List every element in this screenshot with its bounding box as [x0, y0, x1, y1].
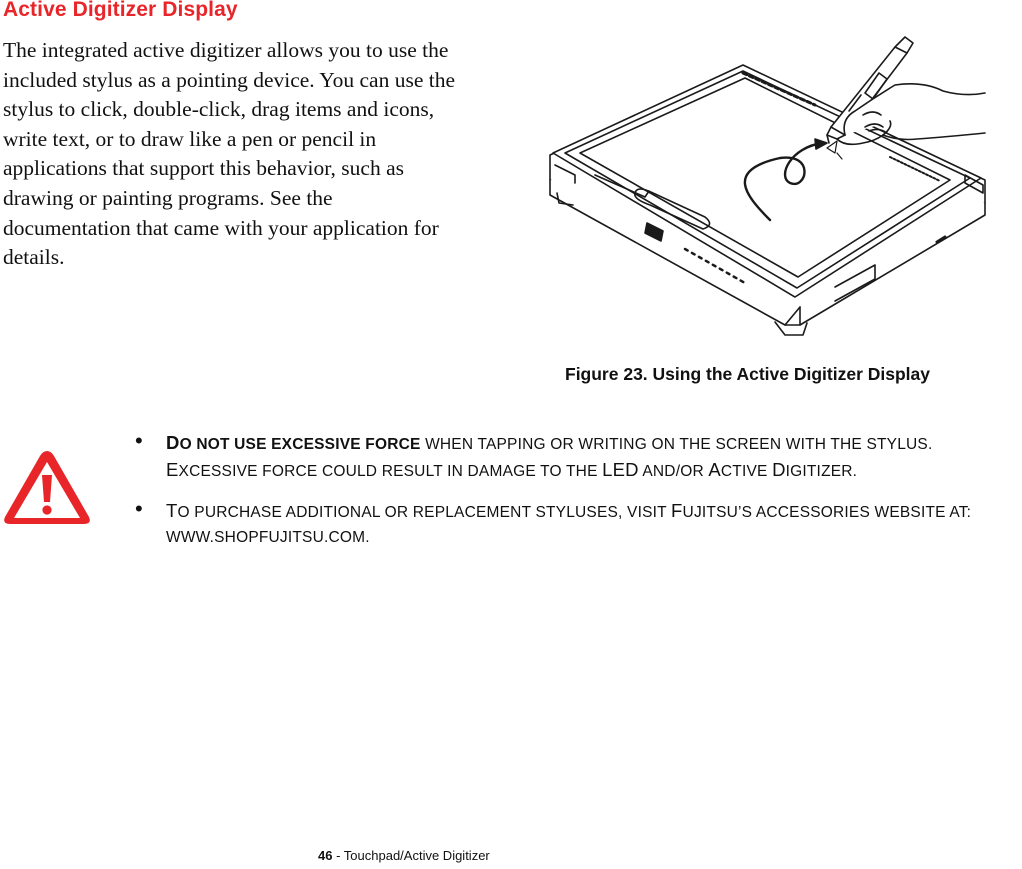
accessories-url[interactable]: WWW.SHOPFUJITSU.COM.: [166, 529, 370, 546]
page-footer: [318, 848, 490, 863]
body-line: drawing or painting programs. See the: [3, 185, 333, 210]
note-text: O PURCHASE ADDITIONAL OR REPLACEMENT STYLUSES, VISIT: [177, 504, 672, 521]
body-line: details.: [3, 245, 65, 270]
body-line: documentation that came with your application for: [3, 215, 439, 240]
note-text: XCESSIVE FORCE COULD RESULT IN DAMAGE TO THE: [178, 463, 603, 480]
body-line: write text, or to draw like a pen or pencil in: [3, 126, 377, 151]
tablet-stylus-illustration: [545, 35, 995, 340]
page-number: 46: [318, 848, 333, 863]
caution-exclamation-icon: [2, 447, 92, 528]
body-paragraph: [3, 36, 523, 273]
bullet: •: [135, 496, 143, 521]
footer-section: Touchpad/Active Digitizer: [343, 848, 490, 863]
note-text: AND/OR: [638, 463, 709, 480]
note-text: T: [166, 500, 178, 521]
bullet: •: [135, 428, 143, 453]
note-text: O NOT USE EXCESSIVE FORCE: [179, 436, 421, 453]
body-line: applications that support this behavior, such as: [3, 156, 404, 181]
note-text: WHEN TAPPING OR WRITING ON THE SCREEN WITH THE STYLUS.: [420, 436, 933, 453]
footer-separator: -: [332, 848, 344, 863]
note-line: [166, 498, 1015, 525]
note-text: CTIVE: [720, 463, 773, 480]
note-line: [166, 457, 1015, 484]
note-text: LED: [602, 459, 639, 480]
note-line: [166, 430, 1015, 457]
body-line: stylus to click, double-click, drag items and icons,: [3, 97, 435, 122]
note-text: IGITIZER.: [785, 463, 858, 480]
body-line: The integrated active digitizer allows you to use the: [3, 38, 449, 62]
caution-note: [135, 498, 1015, 550]
note-text: D: [166, 432, 180, 453]
caution-notes: [135, 430, 1015, 564]
figure-caption: Figure 23. Using the Active Digitizer Display: [565, 364, 930, 384]
note-text: UJITSU’S ACCESSORIES WEBSITE AT:: [682, 504, 972, 521]
note-text: E: [166, 459, 179, 480]
caution-note: [135, 430, 1015, 484]
section-heading: Active Digitizer Display: [3, 0, 238, 21]
note-text: D: [772, 459, 786, 480]
note-text: F: [671, 500, 683, 521]
body-line: included stylus as a pointing device. You can use the: [3, 67, 456, 92]
note-text: A: [708, 459, 721, 480]
